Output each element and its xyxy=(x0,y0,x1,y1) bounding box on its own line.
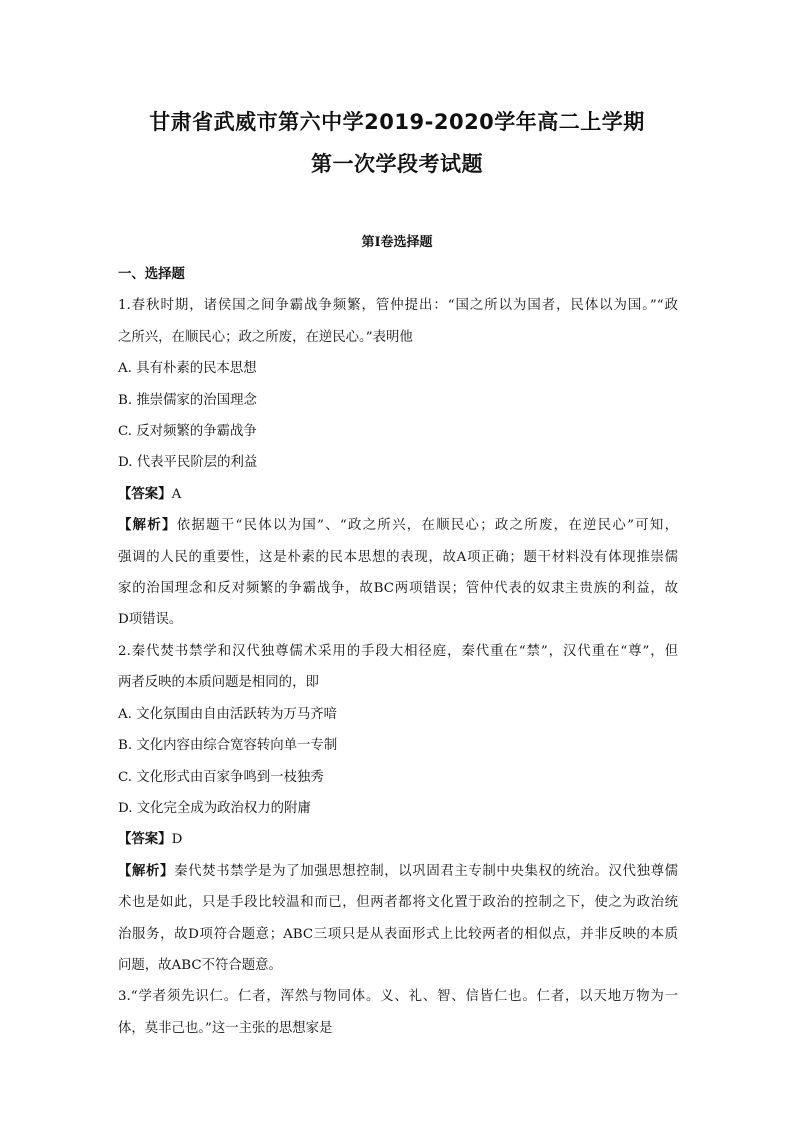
analysis-text: 依据题干“民体以为国”、“政之所兴，在顺民心；政之所废，在逆民心”可知， xyxy=(176,518,678,534)
question-1-option-d: D. 代表平民阶层的利益 xyxy=(118,455,258,471)
question-2-stem-line-1: 2.秦代焚书禁学和汉代独尊儒术采用的手段大相径庭，秦代重在“禁”，汉代重在“尊”，但 xyxy=(118,643,678,659)
document-title-line2: 第一次学段考试题 xyxy=(311,152,483,176)
question-1-answer xyxy=(118,479,678,510)
answer-value: A xyxy=(171,486,182,502)
document-body xyxy=(118,259,678,1044)
question-2-option-a: A. 文化氛围由自由活跃转为万马齐喑 xyxy=(118,706,338,722)
question-1-analysis-line-1 xyxy=(118,510,678,541)
question-1-analysis-line-2: 强调的人民的重要性，这是朴素的民本思想的表现，故A项正确；题干材料没有体现推崇儒 xyxy=(118,549,678,565)
question-2-option-b: B. 文化内容由综合宽容转向单一专制 xyxy=(118,738,338,754)
answer-tag: 【答案】 xyxy=(118,832,172,848)
question-2-analysis-line-3: 治服务，故D项符合题意；ABC三项只是从表面形式上比较两者的相似点，并非反映的本质 xyxy=(118,926,678,942)
question-2-answer xyxy=(118,824,678,855)
question-1-stem-line-1: 1.春秋时期，诸侯国之间争霸战争频繁，管仲提出：“国之所以为国者，民体以为国。”“政 xyxy=(118,298,678,314)
analysis-tag: 【解析】 xyxy=(118,518,177,534)
analysis-text: 秦代焚书禁学是为了加强思想控制，以巩固君主专制中央集权的统治。汉代独尊儒 xyxy=(174,863,678,879)
part-title: 一、选择题 xyxy=(118,267,185,282)
question-2-analysis-line-4: 问题，故ABC不符合题意。 xyxy=(118,957,282,973)
question-2-analysis-line-1 xyxy=(118,856,678,887)
answer-tag: 【答案】 xyxy=(118,486,172,502)
document-title-line1: 甘肃省武威市第六中学2019-2020学年高二上学期 xyxy=(149,110,645,134)
question-1-analysis-line-4: D项错误。 xyxy=(118,612,183,628)
question-1-stem-line-2: 之所兴，在顺民心；政之所废，在逆民心。”表明他 xyxy=(118,329,413,345)
question-1-analysis-line-3: 家的治国理念和反对频繁的争霸战争，故BC两项错误；管仲代表的奴隶主贵族的利益，故 xyxy=(118,581,678,597)
question-3-stem-line-1: 3.“学者须先识仁。仁者，浑然与物同体。义、礼、智、信皆仁也。仁者，以天地万物为一 xyxy=(118,989,678,1005)
section-title: 第I卷选择题 xyxy=(361,235,433,250)
question-3-stem-line-2: 体，莫非己也。”这一主张的思想家是 xyxy=(118,1020,333,1036)
question-2-analysis-line-2: 术也是如此，只是手段比较温和而已，但两者都将文化置于政治的控制之下，使之为政治统 xyxy=(118,895,678,911)
question-2-option-d: D. 文化完全成为政治权力的附庸 xyxy=(118,800,311,816)
question-1-option-c: C. 反对频繁的争霸战争 xyxy=(118,424,257,440)
answer-value: D xyxy=(171,832,183,848)
question-2-stem-line-2: 两者反映的本质问题是相同的，即 xyxy=(118,675,319,691)
question-1-option-a: A. 具有朴素的民本思想 xyxy=(118,361,257,377)
question-1-option-b: B. 推崇儒家的治国理念 xyxy=(118,392,257,408)
question-2-option-c: C. 文化形式由百家争鸣到一枝独秀 xyxy=(118,769,324,785)
analysis-tag: 【解析】 xyxy=(118,863,175,879)
